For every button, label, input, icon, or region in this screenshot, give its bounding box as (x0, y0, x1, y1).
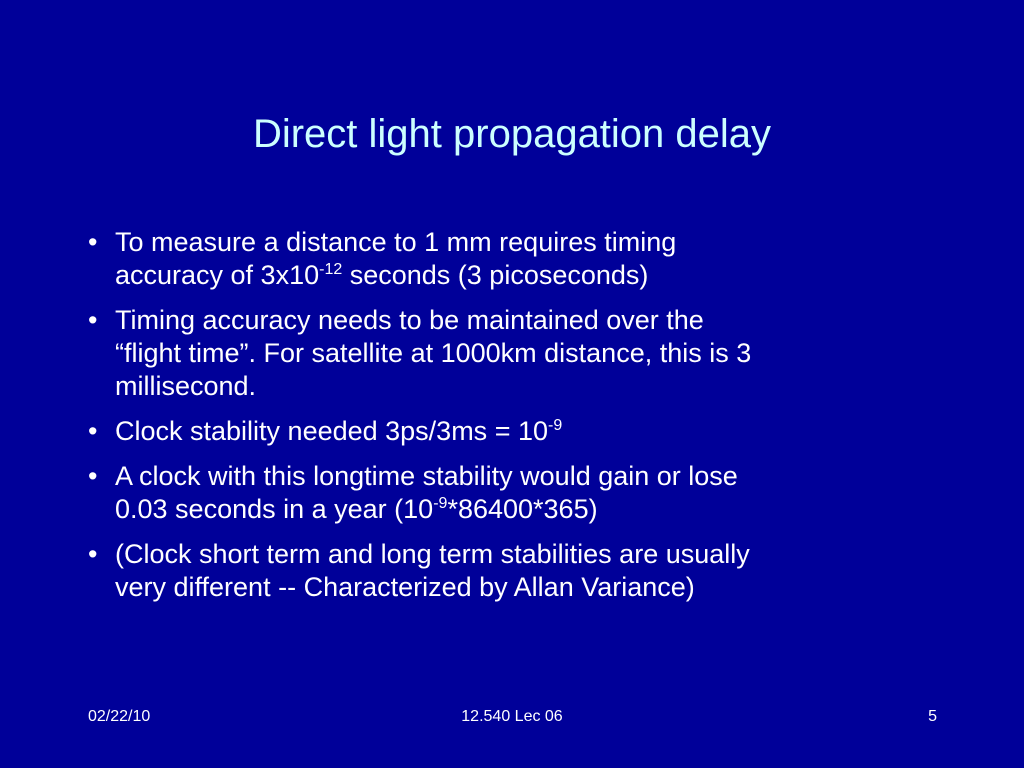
bullet-item-2 (88, 304, 948, 403)
bullet-4-exponent: -9 (433, 495, 448, 512)
bullet-2-line-1: Timing accuracy needs to be maintained over the (115, 305, 704, 335)
bullet-4-line-2-start: 0.03 seconds in a year (10 (115, 494, 434, 524)
bullet-mark: • (88, 416, 98, 446)
bullet-item-3 (88, 415, 948, 448)
bullet-item-1 (88, 226, 948, 292)
bullet-3-text: Clock stability needed 3ps/3ms = 10 (115, 416, 548, 446)
bullet-item-5 (88, 538, 948, 604)
bullet-5-line-2: very different -- Characterized by Allan Variance) (115, 572, 695, 602)
bullet-item-4 (88, 460, 948, 526)
slide-title: Direct light propagation delay (252, 112, 772, 156)
footer-page-number: 5 (928, 708, 937, 725)
footer-course: 12.540 Lec 06 (461, 708, 563, 725)
bullet-mark: • (88, 305, 98, 335)
bullet-mark: • (88, 539, 98, 569)
bullet-2-line-2: “flight time”. For satellite at 1000km distance, this is 3 (115, 338, 752, 368)
bullet-list (88, 226, 948, 616)
bullet-1-line-2-start: accuracy of 3x10 (115, 260, 320, 290)
bullet-1-line-1: To measure a distance to 1 mm requires timing (115, 227, 677, 257)
bullet-2-line-3: millisecond. (115, 371, 257, 401)
bullet-1-line-2-end: seconds (3 picoseconds) (342, 260, 649, 290)
bullet-mark: • (88, 227, 98, 257)
bullet-4-line-2-end: *86400*365) (447, 494, 598, 524)
bullet-1-exponent: -12 (319, 261, 343, 278)
bullet-5-line-1: (Clock short term and long term stabilities are usually (115, 539, 750, 569)
footer-date: 02/22/10 (88, 708, 151, 725)
bullet-mark: • (88, 461, 98, 491)
bullet-4-line-1: A clock with this longtime stability would gain or lose (115, 461, 738, 491)
bullet-3-exponent: -9 (548, 417, 563, 434)
